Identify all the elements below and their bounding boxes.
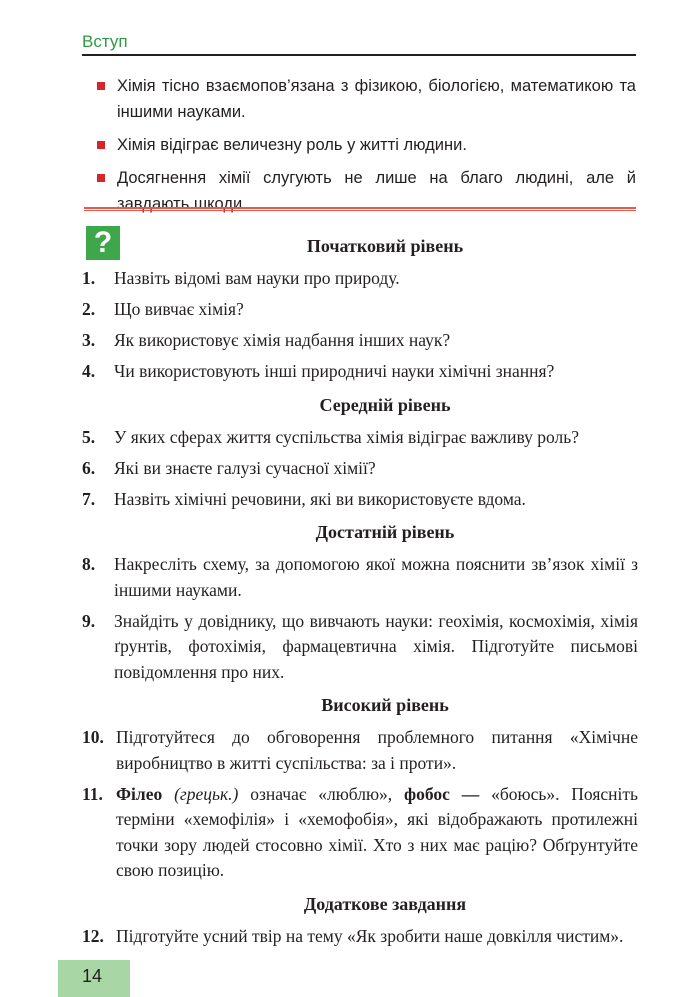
header-rule bbox=[82, 54, 636, 56]
summary-item: Хімія тісно взаємопов’язана з фізикою, біологією, математикою та іншими науками. bbox=[95, 73, 636, 125]
level-high bbox=[82, 693, 638, 884]
question-item: 10. Підготуйтеся до обговорення проблемного питання «Хімічне виробництво в житті суспільства: за і проти». bbox=[82, 727, 638, 773]
level-extra bbox=[82, 892, 638, 950]
summary-item: Хімія відіграє величезну роль у житті людини. bbox=[95, 132, 636, 158]
summary-list bbox=[95, 73, 636, 224]
summary-item: Досягнення хімії слугують не лише на благо людині, але й завдають шкоди. bbox=[95, 165, 636, 217]
level-title: Достатній рівень bbox=[315, 522, 455, 542]
bullet-square-icon bbox=[97, 174, 105, 182]
bullet-square-icon bbox=[97, 82, 105, 90]
question-item: 12. Підготуйте усний твір на тему «Як зробити наше довкілля чистим». bbox=[82, 925, 624, 946]
level-title: Високий рівень bbox=[321, 695, 449, 715]
bullet-square-icon bbox=[97, 141, 105, 149]
question-item: 3. Як використовує хімія надбання інших наук? bbox=[82, 330, 451, 350]
question-item: 1. Назвіть відомі вам науки про природу. bbox=[82, 268, 400, 288]
level-intermediate bbox=[82, 393, 638, 513]
question-icon: ? bbox=[86, 226, 120, 260]
section-header: Вступ bbox=[82, 32, 128, 51]
level-sufficient bbox=[82, 520, 638, 685]
level-title: Середній рівень bbox=[319, 394, 451, 415]
question-item: 11. Філео (грецьк.) означає «люблю», фобос — «боюсь». Поясніть терміни «хемофілія» і «хемофобія», які відображають протилежні точки зору людей стосовно хімії. Хто з них має рацію? Обґрунтуйте свою позицію. bbox=[82, 783, 639, 880]
question-item: 9. Знайдіть у довіднику, що вивчають науки: геохімія, космохімія, хімія ґрунтів, фотохімія, фармацевтична хімія. Підготуйте письмові повідомлення про них. bbox=[82, 610, 638, 682]
level-basic bbox=[82, 234, 638, 385]
questions-block bbox=[82, 234, 638, 957]
section-divider bbox=[84, 207, 636, 211]
question-item: 6. Які ви знаєте галузі сучасної хімії? bbox=[82, 457, 376, 478]
question-item: 5. У яких сферах життя суспільства хімія відіграє важливу роль? bbox=[82, 426, 580, 447]
question-item: 2. Що вивчає хімія? bbox=[82, 299, 244, 319]
page-number: 14 bbox=[82, 966, 103, 986]
question-item: 7. Назвіть хімічні речовини, які ви використовуєте вдома. bbox=[82, 488, 526, 509]
question-item: 4. Чи використовують інші природничі науки хімічні знання? bbox=[82, 361, 555, 381]
level-title: Початковий рівень bbox=[306, 236, 464, 256]
question-item: 8. Накресліть схему, за допомогою якої можна пояснити зв’язок хімії з іншими науками. bbox=[82, 554, 638, 600]
level-title: Додаткове завдання bbox=[303, 893, 467, 914]
